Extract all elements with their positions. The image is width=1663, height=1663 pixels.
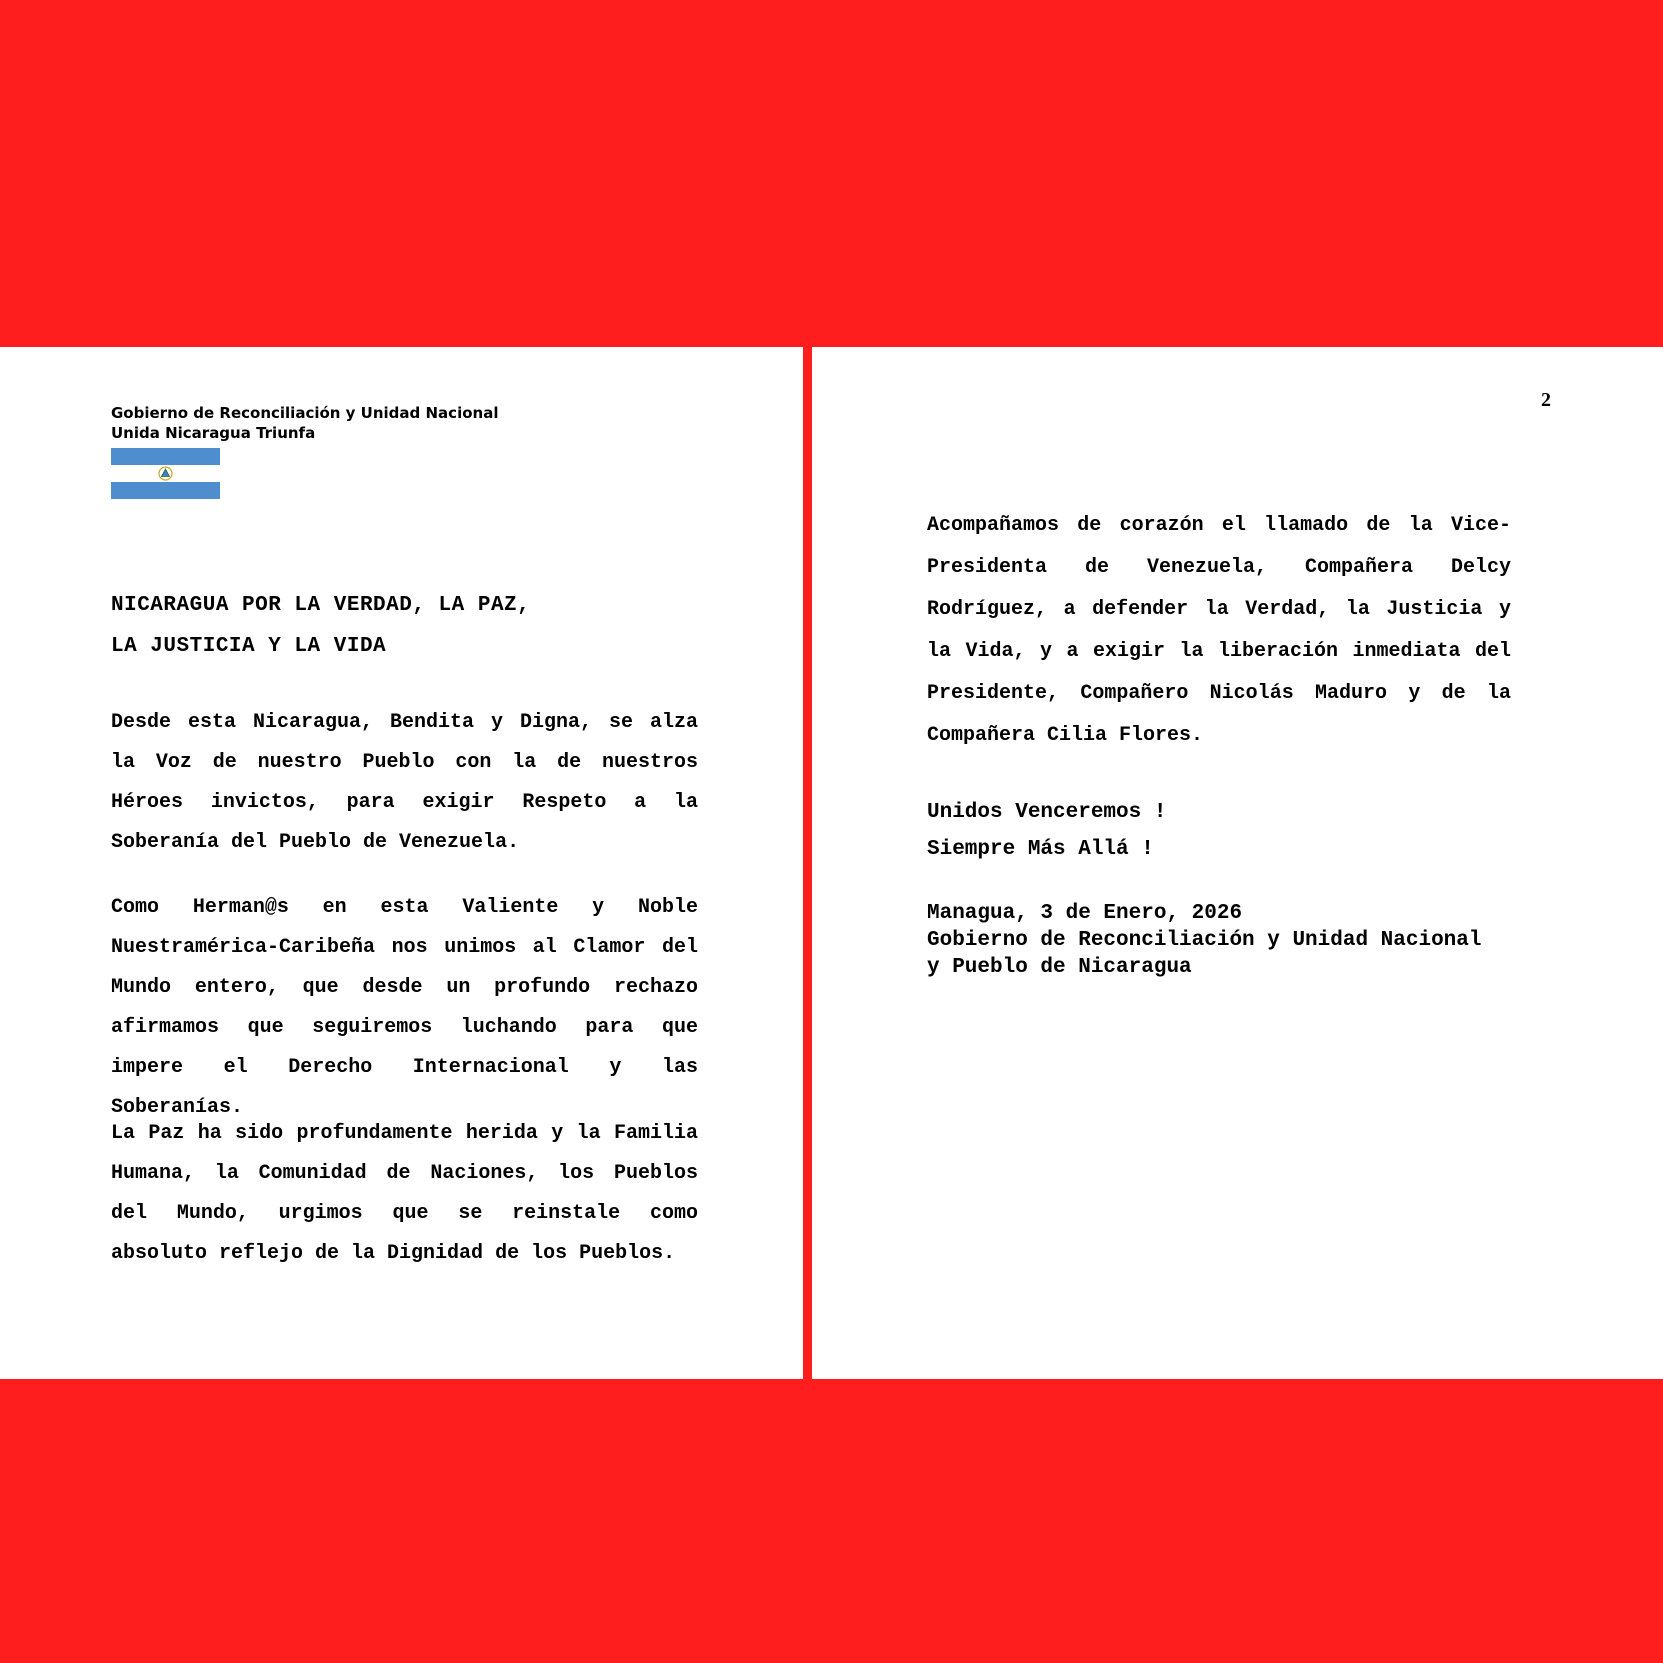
document-title <box>111 585 731 667</box>
closing-line-2: Siempre Más Allá ! <box>927 838 1154 861</box>
closing-slogans <box>927 794 1166 868</box>
letter-page-1 <box>0 347 803 1379</box>
coat-of-arms-icon <box>157 466 174 481</box>
closing-line-1: Unidos Venceremos ! <box>927 801 1167 824</box>
paragraph-1: Desde esta Nicaragua, Bendita y Digna, se alza la Voz de nuestro Pueblo con la de nuestros Héroes invictos, para exigir Respeto a la Soberanía del Pueblo de Venezuela. <box>111 711 698 854</box>
letterhead-line-2: Unida Nicaragua Triunfa <box>111 424 316 442</box>
signature-block <box>927 900 1482 981</box>
title-line-1: NICARAGUA POR LA VERDAD, LA PAZ, <box>111 594 531 617</box>
letterhead <box>111 403 498 443</box>
letterhead-line-1: Gobierno de Reconciliación y Unidad Nacional <box>111 404 499 422</box>
page-number: 2 <box>1541 389 1551 411</box>
nicaragua-flag-icon <box>111 448 220 499</box>
paragraph-4: Acompañamos de corazón el llamado de la Vice-Presidenta de Venezuela, Compañera Delcy Rodríguez, a defender la Verdad, la Justicia y la Vida, y a exigir la liberación inmediata del Presidente, Compañero Nicolás Maduro y de la Compañera Cilia Flores. <box>927 514 1511 747</box>
paragraph-2: Como Herman@s en esta Valiente y Noble Nuestramérica-Caribeña nos unimos al Clamor del Mundo entero, que desde un profundo rechazo afirmamos que seguiremos luchando para que impere el Derecho Internacional y las Soberanías. <box>111 896 698 1119</box>
title-line-2: LA JUSTICIA Y LA VIDA <box>111 635 387 658</box>
paragraph-3: La Paz ha sido profundamente herida y la Familia Humana, la Comunidad de Naciones, los Pueblos del Mundo, urgimos que se reinstale como absoluto reflejo de la Dignidad de los Pueblos. <box>111 1122 698 1265</box>
letter-page-2 <box>812 347 1663 1379</box>
signature-people: y Pueblo de Nicaragua <box>927 956 1192 979</box>
signature-government: Gobierno de Reconciliación y Unidad Nacional <box>927 929 1482 952</box>
signature-date: Managua, 3 de Enero, 2026 <box>927 902 1243 925</box>
